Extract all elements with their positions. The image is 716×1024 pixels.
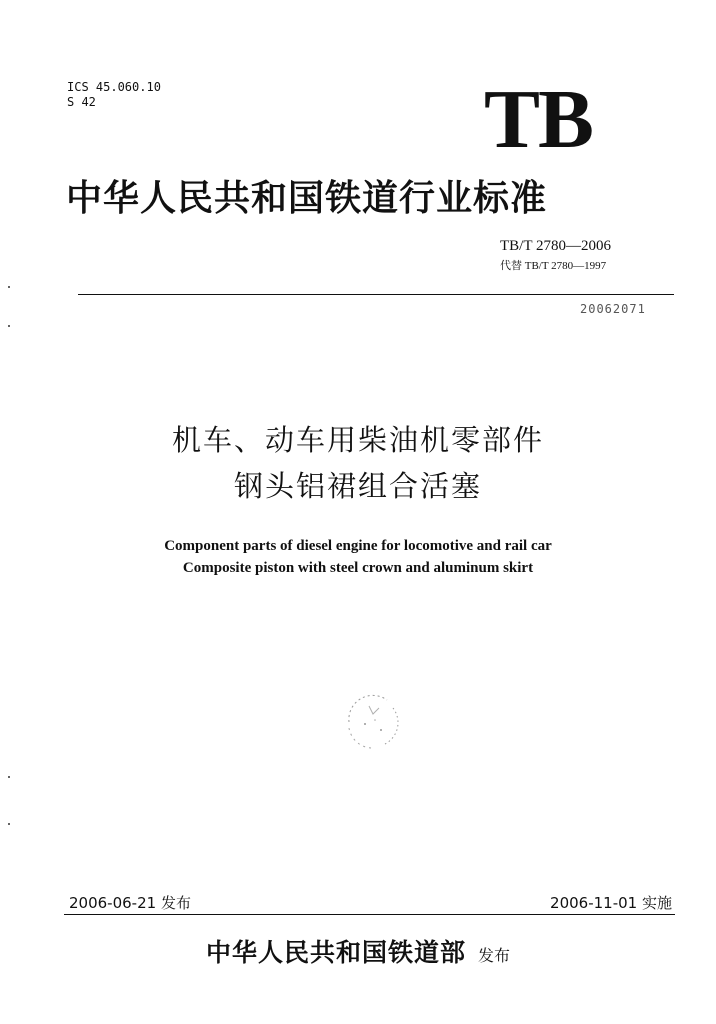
effective-date: 2006-11-01 实施 xyxy=(550,894,672,912)
scan-speck xyxy=(8,286,10,288)
title-en-line1: Component parts of diesel engine for locomotive and rail car xyxy=(164,538,552,554)
title-zh-line1: 机车、动车用柴油机零部件 xyxy=(171,423,544,457)
archive-stamp: 20062071 xyxy=(580,302,646,316)
scan-speck xyxy=(8,325,10,327)
faded-seal-icon xyxy=(335,684,411,760)
scan-speck xyxy=(8,776,10,778)
title-en-line2: Composite piston with steel crown and aluminum skirt xyxy=(182,560,534,576)
header-divider xyxy=(78,294,674,295)
issue-suffix: 发布 xyxy=(478,946,511,965)
footer-divider xyxy=(64,914,675,915)
publish-date: 2006-06-21 发布 xyxy=(69,894,191,912)
replaces-standard: 代替 TB/T 2780—1997 xyxy=(500,260,607,272)
class-code: S 42 xyxy=(67,95,96,109)
ics-code: ICS 45.060.10 xyxy=(67,80,161,94)
industry-standard-title: 中华人民共和国铁道行业标准 xyxy=(66,177,548,219)
scan-speck xyxy=(8,823,10,825)
tb-logo: TB xyxy=(484,73,593,166)
issuer-line xyxy=(0,933,716,969)
classification-block xyxy=(67,80,161,110)
standard-code: TB/T 2780—2006 xyxy=(500,238,611,254)
title-zh-line2: 钢头铝裙组合活塞 xyxy=(233,469,482,503)
issuer-name: 中华人民共和国铁道部 xyxy=(205,938,466,967)
